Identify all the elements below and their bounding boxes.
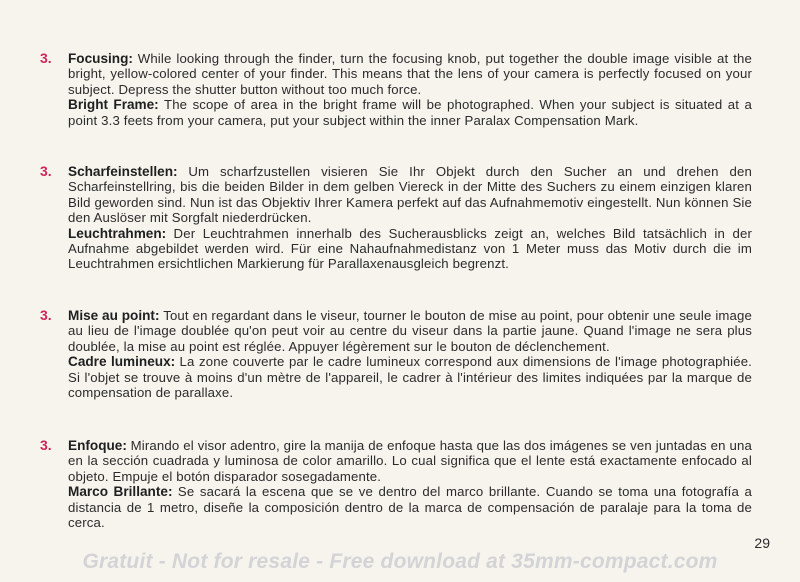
text-scharfeinstellen: Um scharfzustellen visieren Sie Ihr Objekt durch den Sucher an und drehen den Scharfeinstellring, bis die beiden Bilder in dem gelben Viereck in der Mitte des Suchers zu einem einzigen klaren Bild geworden sind. Nun ist das Objektiv Ihrer Kamera perfekt auf das Aufnahmemotiv eingestellt. Nun können Sie den Auslöser mit Sorgfalt niederdrücken. [68,164,752,226]
term-scharfeinstellen: Scharfeinstellen: [68,164,178,179]
text-leuchtrahmen: Der Leuchtrahmen innerhalb des Sucherausblicks zeigt an, welches Bild tatsächlich in der Aufnahme abgebildet werden wird. Für eine Nahaufnahmedistanz von 1 Meter muss das Motiv durch die im Leuchtrahmen ersichtlichen Markierung für Parallaxenausgleich begrenzt. [68,225,752,272]
text-bright-frame: The scope of area in the bright frame will be photographed. When your subject is situated at a point 3.3 feets from your camera, put your subject within the inner Paralax Compensation Mark. [68,97,752,128]
watermark-text: Gratuit - Not for resale - Free download at 35mm-compact.com [82,550,718,573]
section-number: 3. [40,437,52,453]
paragraph-leuchtrahmen [68,226,752,272]
text-mise-au-point: Tout en regardant dans le viseur, tourner le bouton de mise au point, pour obtenir une seule image au lieu de l'image doublée qu'on peut voir au centre du viseur dans la partie jaune. Quand l'image ne sera plus doublée, la mise au point est réglée. Appuyer légèrement sur le bouton de déclenchement. [68,308,752,354]
section-number: 3. [40,50,52,66]
section-number: 3. [40,163,52,179]
section-french [40,308,752,400]
section-spanish [40,438,752,530]
paragraph-marco-brillante [68,484,752,530]
term-cadre-lumineux: Cadre lumineux: [68,354,176,370]
paragraph-cadre-lumineux [68,354,752,400]
page-number: 29 [754,535,770,551]
term-marco-brillante: Marco Brillante: [68,484,173,500]
text-enfoque: Mirando el visor adentro, gire la manija de enfoque hasta que las dos imágenes se ven juntadas en una en la sección cuadrada y luminosa de color amarillo. Lo cual significa que el lente está exactamente enfocado al objeto. Empuje el botón disparador sosegadamente. [68,438,752,484]
term-bright-frame: Bright Frame: [68,97,159,113]
term-focusing: Focusing: [68,51,133,66]
section-english [40,51,752,128]
paragraph-bright-frame [68,97,752,128]
text-marco-brillante: Se sacará la escena que se ve dentro del marco brillante. Cuando se toma una fotografía a distancia de 1 metro, diseñe la composición dentro de la marca de compensación de paralaje para la toma de cerca. [68,484,752,531]
section-number: 3. [40,307,52,323]
term-mise-au-point: Mise au point: [68,308,160,323]
paragraph-scharfeinstellen [68,164,752,226]
section-german [40,164,752,272]
text-focusing: While looking through the finder, turn the focusing knob, put together the double image visible at the bright, yellow-colored center of your finder. This means that the lens of your camera is perfectly focused on your subject. Depress the shutter button without too much force. [68,51,752,97]
term-leuchtrahmen: Leuchtrahmen: [68,225,167,241]
term-enfoque: Enfoque: [68,438,127,453]
paragraph-enfoque [68,438,752,484]
paragraph-focusing [68,51,752,97]
paragraph-mise-au-point [68,308,752,354]
text-cadre-lumineux: La zone couverte par le cadre lumineux correspond aux dimensions de l'image photographiée. Si l'objet se trouve à moins d'un mètre de l'appareil, le cadrer à l'intérieur des limites indiquées par la marque de compensation de parallaxe. [68,354,752,401]
